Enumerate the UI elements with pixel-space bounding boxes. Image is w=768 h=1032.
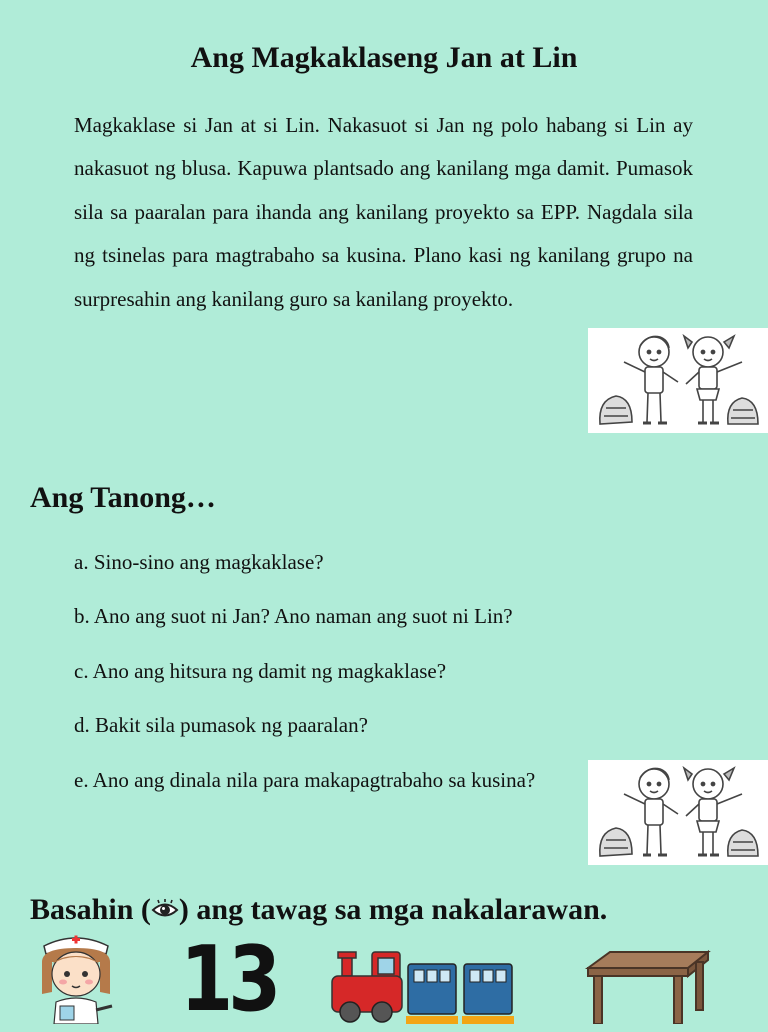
- question-a: a. Sino-sino ang magkaklase?: [74, 550, 324, 574]
- story-paragraph: Magkaklase si Jan at si Lin. Nakasuot si Jan ng polo habang si Lin ay nakasuot ng blusa. Kapuwa plantsado ang kanilang mga damit. Pumasok sila sa paaralan para ihanda ang kanilang proyekto sa EPP. Nagdala sila ng tsinelas para magtrabaho sa kusina. Plano kasi ng kanilang grupo na surpresahin ang kanilang guro sa kanilang proyekto.: [74, 113, 693, 311]
- number-thirteen: 13: [180, 927, 277, 1032]
- read-heading: [30, 890, 607, 932]
- kids-illustration: [588, 328, 768, 433]
- question-c: c. Ano ang hitsura ng damit ng magkaklase?: [74, 659, 447, 683]
- kids-drawing-repeat: [588, 760, 768, 865]
- question-e: e. Ano ang dinala nila para makapagtrabaho sa kusina?: [74, 768, 536, 792]
- train-illustration: [326, 948, 522, 1024]
- table-illustration: [584, 948, 712, 1024]
- questions-heading: Ang Tanong…: [30, 481, 216, 514]
- read-heading-before: Basahin (: [30, 893, 151, 926]
- nurse-illustration: [36, 932, 116, 1024]
- question-d: d. Bakit sila pumasok ng paaralan?: [74, 713, 368, 737]
- kids-illustration-repeat: [588, 760, 768, 865]
- read-heading-after: ) ang tawag sa mga nakalarawan.: [178, 893, 608, 926]
- question-b: b. Ano ang suot ni Jan? Ano naman ang suot ni Lin?: [74, 604, 513, 628]
- kids-drawing: [588, 328, 768, 433]
- eye-icon: [151, 892, 179, 932]
- page-title: Ang Magkaklaseng Jan at Lin: [190, 41, 578, 74]
